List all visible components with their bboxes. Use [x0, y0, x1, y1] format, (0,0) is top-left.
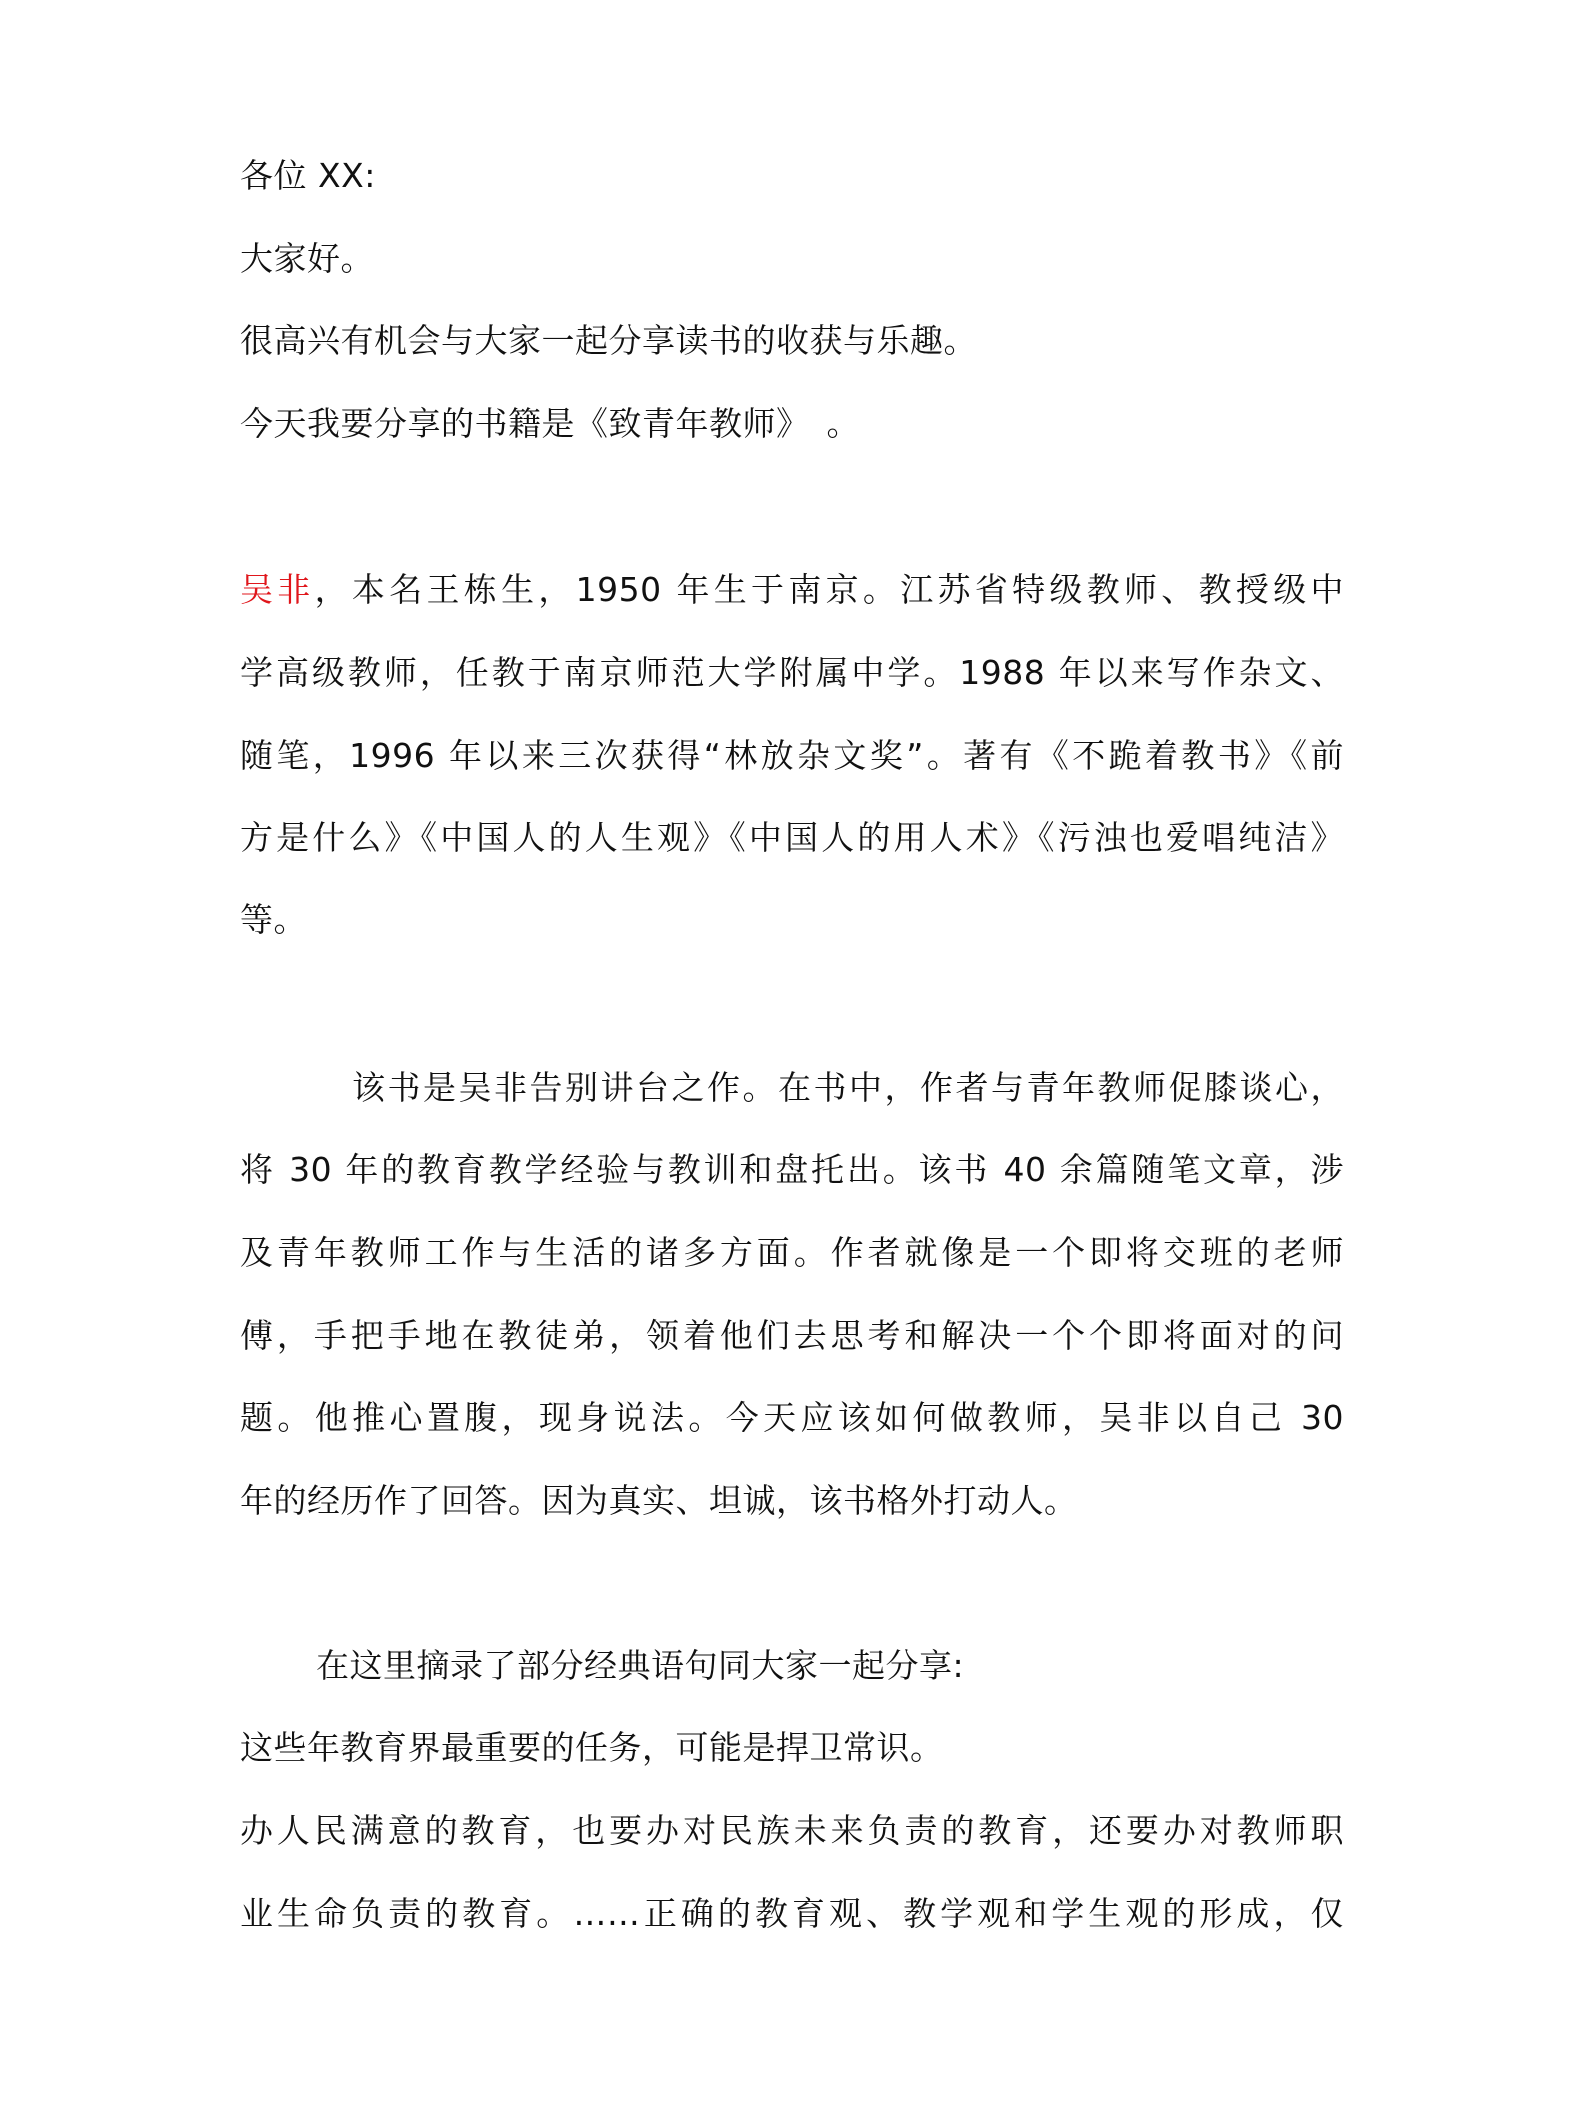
- author-bio-line-4: 方是什么》《中国人的人生观》《中国人的用人术》《污浊也爱唱纯洁》: [240, 818, 1344, 857]
- quotes-lead: 在这里摘录了部分经典语句同大家一起分享:: [316, 1646, 965, 1685]
- book-title-line: 今天我要分享的书籍是《致青年教师》 。: [240, 404, 860, 443]
- book-intro-line-2: 将 30 年的教育教学经验与教训和盘托出。该书 40 余篇随笔文章，涉: [240, 1150, 1344, 1189]
- book-intro-line-1: 该书是吴非告别讲台之作。在书中，作者与青年教师促膝谈心，: [352, 1068, 1344, 1107]
- author-name-highlight: 吴非: [240, 570, 315, 609]
- author-bio-line-5: 等。: [240, 900, 307, 939]
- greeting-hello: 大家好。: [240, 239, 374, 278]
- salutation: 各位 XX:: [240, 156, 376, 195]
- book-intro-line-6: 年的经历作了回答。因为真实、坦诚，该书格外打动人。: [240, 1481, 1078, 1520]
- author-bio-line-3: 随笔，1996 年以来三次获得“林放杂文奖”。著有《不跪着教书》《前: [240, 736, 1344, 775]
- author-bio-line-2: 学高级教师，任教于南京师范大学附属中学。1988 年以来写作杂文、: [240, 653, 1344, 692]
- quote-line-1: 这些年教育界最重要的任务，可能是捍卫常识。: [240, 1728, 944, 1767]
- quote-line-3: 业生命负责的教育。……正确的教育观、教学观和学生观的形成，仅: [240, 1894, 1344, 1933]
- author-bio-text: ，本名王栋生，1950 年生于南京。江苏省特级教师、教授级中: [314, 570, 1344, 609]
- author-bio-line-1: [240, 568, 1344, 612]
- book-intro-line-5: 题。他推心置腹，现身说法。今天应该如何做教师，吴非以自己 30: [240, 1398, 1344, 1437]
- book-intro-line-4: 傅，手把手地在教徒弟，领着他们去思考和解决一个个即将面对的问: [240, 1316, 1344, 1355]
- greeting-intro: 很高兴有机会与大家一起分享读书的收获与乐趣。: [240, 321, 977, 360]
- quote-line-2: 办人民满意的教育，也要办对民族未来负责的教育，还要办对教师职: [240, 1811, 1344, 1850]
- book-intro-line-3: 及青年教师工作与生活的诸多方面。作者就像是一个即将交班的老师: [240, 1233, 1344, 1272]
